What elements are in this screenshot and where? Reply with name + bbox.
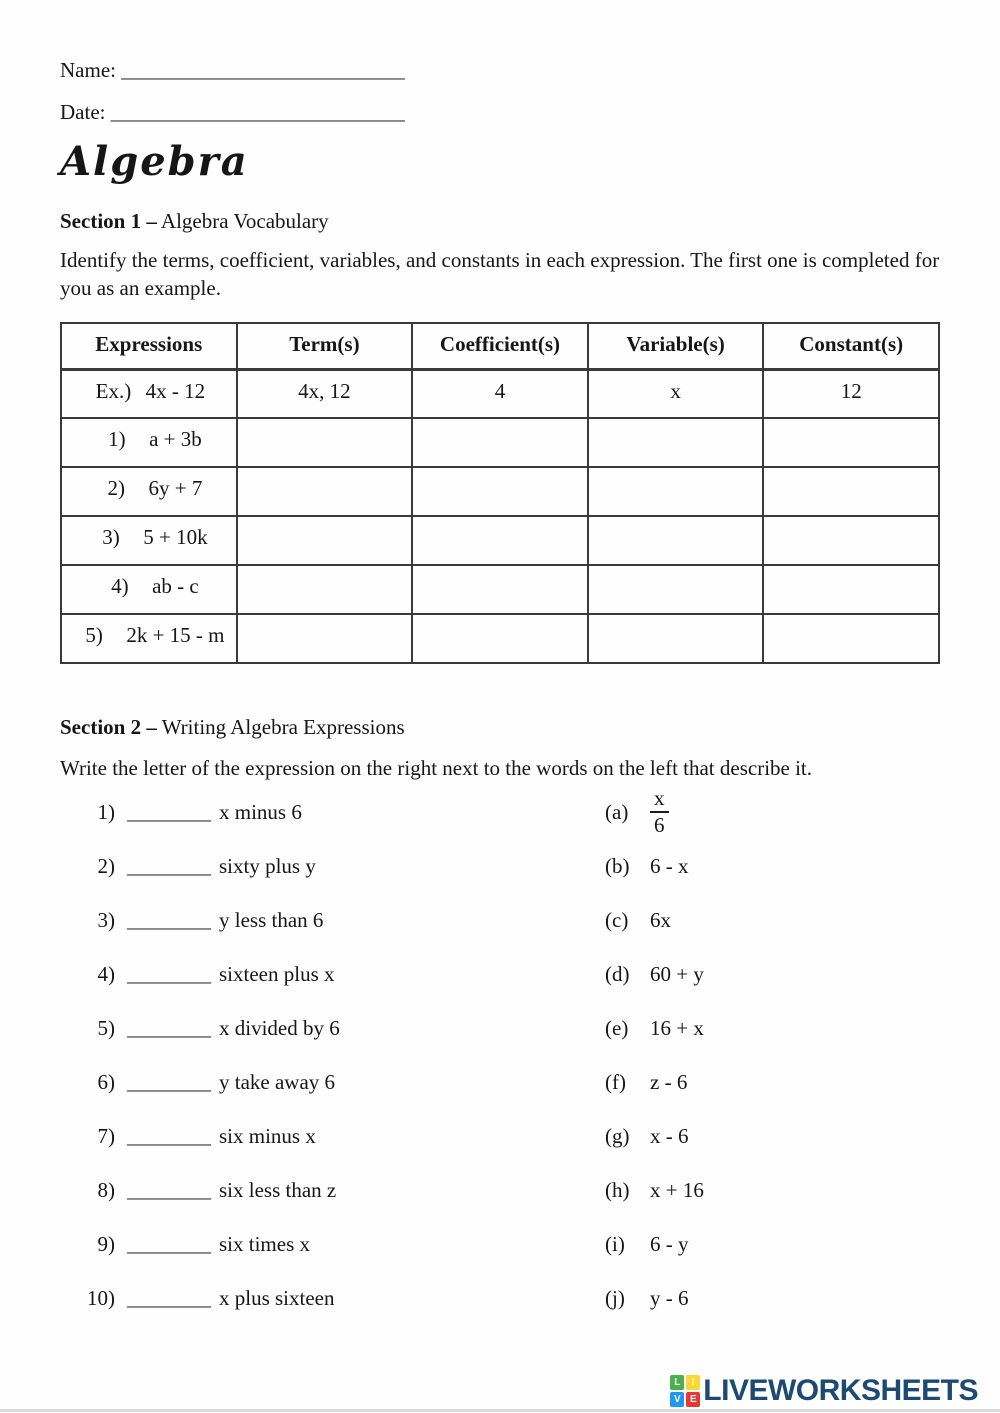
- answer-blank[interactable]: ________: [127, 1232, 211, 1256]
- table-row: [61, 467, 939, 516]
- item-phrase: six times x: [219, 1232, 311, 1256]
- section1-heading: [60, 208, 940, 234]
- answer-cell-variables[interactable]: [588, 516, 764, 565]
- item-phrase: y less than 6: [219, 908, 324, 932]
- item-phrase: y take away 6: [219, 1070, 336, 1094]
- option-letter: (d): [605, 962, 630, 986]
- match-item: [60, 1124, 940, 1178]
- header-variables: Variable(s): [588, 323, 764, 369]
- row-number: 4): [111, 574, 129, 598]
- expression-cell: [61, 467, 237, 516]
- row-number: 1): [108, 427, 126, 451]
- item-phrase: x minus 6: [219, 800, 302, 824]
- match-item: [60, 1016, 940, 1070]
- example-expression: 4x - 12: [145, 378, 206, 403]
- option-expression: x + 16: [650, 1178, 704, 1202]
- table-row: [61, 565, 939, 614]
- option: [605, 1016, 940, 1041]
- item-number: 1): [97, 800, 115, 824]
- option-expression: 6 - x: [650, 854, 689, 878]
- match-item: [60, 1232, 940, 1286]
- option-expression: x - 6: [650, 1124, 689, 1148]
- answer-cell-variables[interactable]: [588, 565, 764, 614]
- section2-heading: [60, 714, 940, 740]
- answer-blank[interactable]: ________: [127, 1286, 211, 1310]
- answer-cell-coefficients[interactable]: [412, 418, 588, 467]
- row-number: 3): [102, 525, 120, 549]
- row-expression: ab - c: [152, 574, 199, 598]
- answer-cell-variables[interactable]: [588, 418, 764, 467]
- date-label: Date:: [60, 100, 106, 124]
- page-title: Algebra: [60, 138, 249, 185]
- row-number: 5): [85, 623, 103, 647]
- answer-blank[interactable]: ________: [127, 1070, 211, 1094]
- row-expression: 2k + 15 - m: [126, 623, 225, 647]
- option-expression: z - 6: [650, 1070, 688, 1094]
- item-number: 6): [97, 1070, 115, 1094]
- match-item: [60, 854, 940, 908]
- answer-blank[interactable]: ________: [127, 1016, 211, 1040]
- option-expression: y - 6: [650, 1286, 689, 1310]
- header-terms: Term(s): [237, 323, 413, 369]
- liveworksheets-logo: [670, 1375, 978, 1407]
- item-number: 3): [97, 908, 115, 932]
- fraction-numerator: x: [650, 786, 669, 813]
- item-number: 8): [97, 1178, 115, 1202]
- example-row: [61, 369, 939, 418]
- answer-blank[interactable]: ________: [127, 800, 211, 824]
- item-number: 4): [97, 962, 115, 986]
- answer-cell-terms[interactable]: [237, 565, 413, 614]
- name-row: [60, 58, 940, 82]
- expression-cell: [61, 565, 237, 614]
- answer-cell-terms[interactable]: [237, 467, 413, 516]
- answer-blank[interactable]: ________: [127, 1124, 211, 1148]
- answer-cell-coefficients[interactable]: [412, 516, 588, 565]
- answer-cell-coefficients[interactable]: [412, 467, 588, 516]
- item-phrase: sixteen plus x: [219, 962, 335, 986]
- fraction-denominator: 6: [654, 813, 665, 837]
- logo-tile-v: V: [670, 1392, 684, 1407]
- option-letter: (b): [605, 854, 630, 878]
- name-label: Name:: [60, 58, 116, 82]
- date-blank-line[interactable]: ____________________________: [110, 100, 405, 124]
- item-phrase: x plus sixteen: [219, 1286, 335, 1310]
- section1-heading-bold: Section 1 –: [60, 209, 157, 233]
- match-item: [60, 908, 940, 962]
- item-number: 9): [97, 1232, 115, 1256]
- answer-cell-constants[interactable]: [763, 467, 939, 516]
- matching-list: [60, 786, 940, 1340]
- answer-cell-constants[interactable]: [763, 565, 939, 614]
- answer-cell-constants[interactable]: [763, 418, 939, 467]
- section2-heading-rest: Writing Algebra Expressions: [156, 715, 405, 739]
- option: [605, 962, 940, 987]
- answer-blank[interactable]: ________: [127, 854, 211, 878]
- liveworksheets-logo-text: LIVEWORKSHEETS: [703, 1374, 978, 1407]
- section1-instructions: Identify the terms, coefficient, variables, and constants in each expression. The first one is completed for you as an example.: [60, 248, 940, 300]
- name-blank-line[interactable]: ___________________________: [121, 58, 405, 82]
- vocabulary-table: [60, 322, 940, 664]
- option-letter: (j): [605, 1286, 625, 1310]
- logo-tile-i: I: [686, 1375, 700, 1390]
- answer-blank[interactable]: ________: [127, 908, 211, 932]
- option-expression: 6x: [650, 908, 671, 932]
- option: [605, 1178, 940, 1203]
- row-expression: 5 + 10k: [143, 525, 208, 549]
- answer-cell-constants[interactable]: [763, 614, 939, 663]
- header-expressions: Expressions: [61, 323, 237, 369]
- answer-cell-variables[interactable]: [588, 467, 764, 516]
- answer-blank[interactable]: ________: [127, 962, 211, 986]
- row-expression: a + 3b: [149, 427, 202, 451]
- option-expression: 16 + x: [650, 1016, 704, 1040]
- option: [605, 786, 940, 837]
- item-phrase: x divided by 6: [219, 1016, 340, 1040]
- match-item: [60, 962, 940, 1016]
- option: [605, 1286, 940, 1311]
- answer-cell-coefficients[interactable]: [412, 614, 588, 663]
- table-row: [61, 418, 939, 467]
- item-phrase: six minus x: [219, 1124, 316, 1148]
- example-row-number: Ex.): [95, 378, 132, 403]
- header-constants: Constant(s): [763, 323, 939, 369]
- item-phrase: six less than z: [219, 1178, 337, 1202]
- item-number: 2): [97, 854, 115, 878]
- example-coefficients-cell: 4: [412, 369, 588, 418]
- option-letter: (e): [605, 1016, 629, 1040]
- option-letter: (i): [605, 1232, 625, 1256]
- item-number: 10): [87, 1286, 115, 1310]
- match-item: [60, 1286, 940, 1340]
- option-expression: 60 + y: [650, 962, 704, 986]
- example-expression-cell: [61, 369, 237, 418]
- table-row: [61, 614, 939, 663]
- table-header-row: [61, 323, 939, 369]
- row-expression: 6y + 7: [148, 476, 203, 500]
- expression-cell: [61, 614, 237, 663]
- item-phrase: sixty plus y: [219, 854, 316, 878]
- header-coefficients: Coefficient(s): [412, 323, 588, 369]
- option-letter: (a): [605, 800, 629, 824]
- answer-cell-coefficients[interactable]: [412, 565, 588, 614]
- answer-blank[interactable]: ________: [127, 1178, 211, 1202]
- logo-tile-l: L: [670, 1375, 684, 1390]
- answer-cell-terms[interactable]: [237, 614, 413, 663]
- date-row: [60, 100, 940, 124]
- table-row: [61, 516, 939, 565]
- item-number: 7): [97, 1124, 115, 1148]
- section2-heading-bold: Section 2 –: [60, 715, 157, 739]
- expression-cell: [61, 516, 237, 565]
- answer-cell-terms[interactable]: [237, 516, 413, 565]
- example-variables-cell: x: [588, 369, 764, 418]
- option: [605, 908, 940, 933]
- logo-tile-e: E: [686, 1392, 700, 1407]
- item-number: 5): [97, 1016, 115, 1040]
- option-expression: 6 - y: [650, 1232, 689, 1256]
- match-item: [60, 1070, 940, 1124]
- example-terms-cell: 4x, 12: [237, 369, 413, 418]
- option-expression-fraction: [650, 786, 669, 837]
- option-letter: (c): [605, 908, 629, 932]
- option: [605, 1124, 940, 1149]
- option: [605, 854, 940, 879]
- expression-cell: [61, 418, 237, 467]
- option: [605, 1232, 940, 1257]
- option-letter: (f): [605, 1070, 626, 1094]
- answer-cell-terms[interactable]: [237, 418, 413, 467]
- match-item: [60, 786, 940, 854]
- scan-artifact-line: [0, 1409, 1000, 1412]
- row-number: 2): [107, 476, 125, 500]
- option-letter: (h): [605, 1178, 630, 1202]
- example-constants-cell: 12: [763, 369, 939, 418]
- option: [605, 1070, 940, 1095]
- match-item: [60, 1178, 940, 1232]
- option-letter: (g): [605, 1124, 630, 1148]
- liveworksheets-logo-icon: [670, 1375, 700, 1407]
- section2-instructions: Write the letter of the expression on the right next to the words on the left that describe it.: [60, 756, 813, 780]
- section1-heading-rest: Algebra Vocabulary: [156, 209, 329, 233]
- answer-cell-constants[interactable]: [763, 516, 939, 565]
- answer-cell-variables[interactable]: [588, 614, 764, 663]
